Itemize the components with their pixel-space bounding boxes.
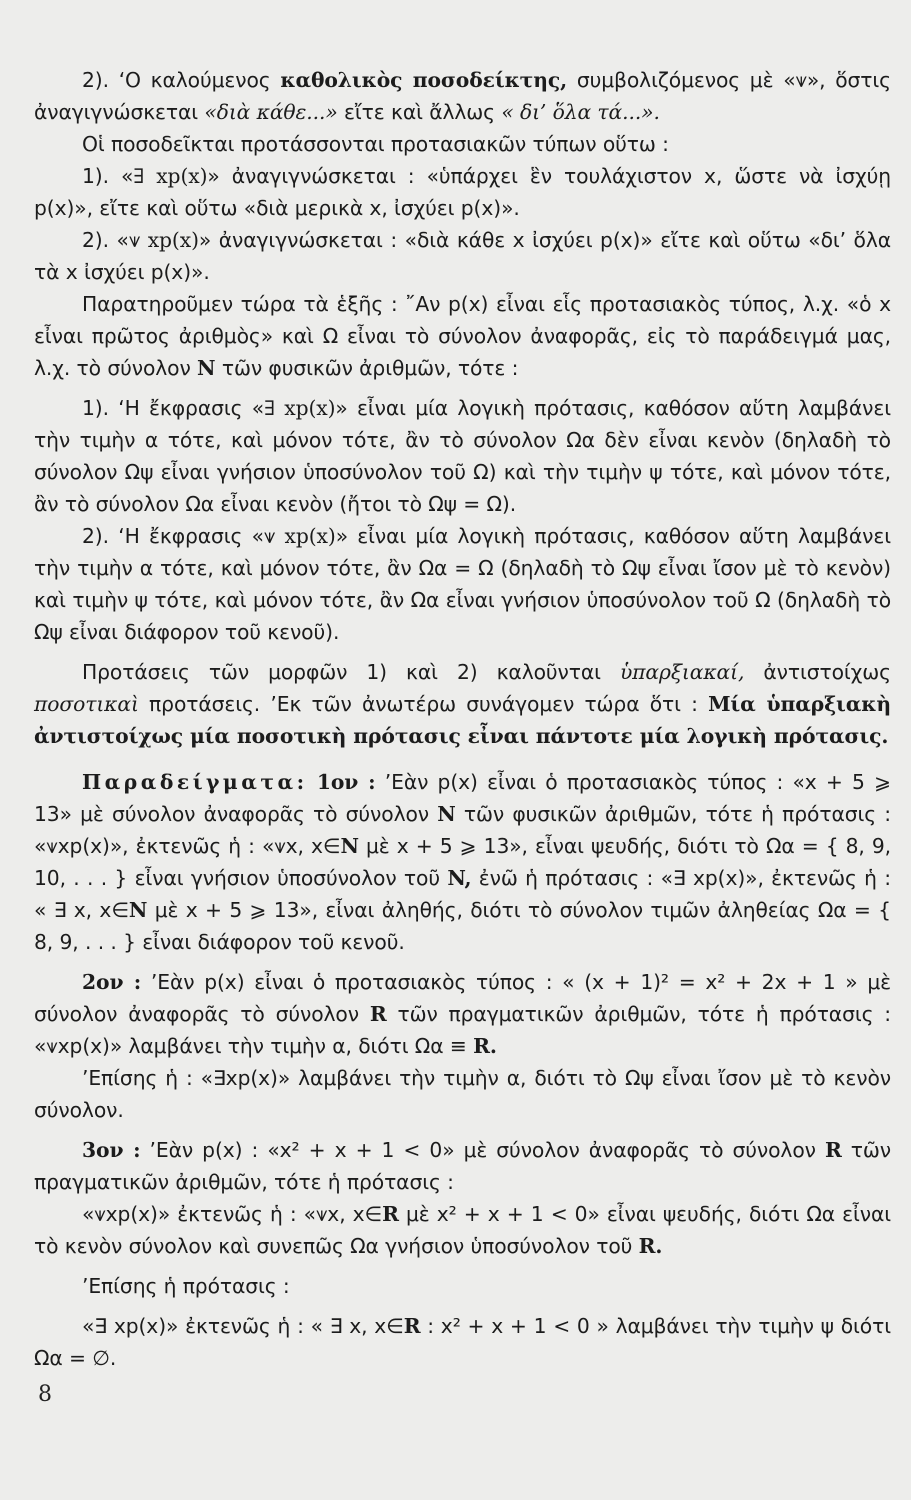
italic-run: « δι’ ὅλα τά...».: [501, 100, 660, 124]
bold-run: N,: [447, 866, 472, 890]
text-run: ’Εὰν p(x) εἶναι ὁ προτασιακὸς τύπος : «x + 5 ⩾ 13» μὲ σύνολον ἀναφορᾶς τὸ σύνολον: [34, 770, 891, 826]
paragraph: [34, 392, 891, 520]
page-number: 8: [38, 1382, 52, 1407]
text-run: Παρατηροῦμεν τώρα τὰ ἑξῆς : ῎Αν p(x) εἶναι εἷς προτασιακὸς τύπος, λ.χ. «ὁ x εἶναι πρῶτος ἀριθμὸς» καὶ Ω εἶναι τὸ σύνολον ἀναφορᾶς, εἰς τὸ παράδειγμά μας, λ.χ. τὸ σύνολον: [34, 292, 891, 380]
text-run: 2). ‘Η ἔκφρασις «: [82, 524, 264, 548]
bold-run: R: [403, 1314, 421, 1338]
bold-run: R: [824, 1138, 842, 1162]
bold-run: Μία ὑπαρξιακὴ ἀντιστοίχως μία ποσοτικὴ πρότασις εἶναι πάντοτε μία λογικὴ πρότασις.: [34, 692, 891, 748]
paragraph: [34, 966, 891, 1062]
paragraph: [34, 656, 891, 752]
text-run: τῶν φυσικῶν ἀριθμῶν, τότε :: [215, 356, 519, 380]
text-run: ἐνῶ ἡ πρότασις : «∃ xp(x)», ἐκτενῶς ἡ : « ∃ x, x∈: [34, 866, 891, 922]
text-run: ’Επίσης ἡ πρότασις :: [82, 1274, 290, 1298]
text-run: Προτάσεις τῶν μορφῶν 1) καὶ 2) καλοῦνται: [82, 660, 620, 684]
text-run: «∃ xp(x)» ἐκτενῶς ἡ : « ∃ x, x∈: [82, 1314, 404, 1338]
text-run: 2). ‘Ο καλούμενος: [82, 68, 281, 92]
bold-run: καθολικὸς ποσοδείκτης,: [280, 68, 568, 92]
bold-run: N: [437, 802, 456, 826]
bold-run: R.: [473, 1034, 497, 1058]
paragraph: [34, 1134, 891, 1198]
paragraph: [34, 520, 891, 648]
bold-run: R: [382, 1202, 399, 1226]
paragraph: [34, 1198, 891, 1262]
text-run: προτάσεις. ’Εκ τῶν ἀνωτέρω συνάγομεν τώρα ὅτι :: [138, 692, 709, 716]
text-run: 1). ‘Η ἔκφρασις «: [82, 396, 265, 420]
bold-run: R: [369, 1002, 387, 1026]
paragraph: [34, 64, 891, 128]
bold-run: R.: [638, 1234, 663, 1258]
math-run: ⩛ xp(x): [263, 524, 336, 548]
paragraph: [34, 1310, 891, 1374]
text-run: τῶν φυσικῶν ἀριθμῶν, τότε ἡ πρότασις : «⩛xp(x)», ἐκτενῶς ἡ : «⩛x, x∈: [34, 802, 891, 858]
italic-run: ποσοτικαὶ: [34, 692, 139, 716]
text-run: » εἶναι μία λογικὴ πρότασις, καθόσον αὕτη λαμβάνει τὴν τιμὴν α τότε, καὶ μόνον τότε, ἂν Ωα = Ω (δηλαδὴ τὸ Ωψ εἶναι ἴσον μὲ τὸ κενὸν) καὶ τιμὴν ψ τότε, καὶ μόνον τότε, ἂν Ωα εἶναι γνήσιον ὑποσύνολον τοῦ Ω (δηλαδὴ τὸ Ωψ εἶναι διάφορον τοῦ κενοῦ).: [34, 524, 891, 644]
text-run: » ἀναγιγνώσκεται : «διὰ κάθε x ἰσχύει p(x)» εἴτε καὶ οὕτω «δι’ ὅλα τὰ x ἰσχύει p(x)».: [34, 228, 892, 284]
text-run: μὲ x + 5 ⩾ 13», εἶναι ἀληθής, διότι τὸ σύνολον τιμῶν ἀληθείας Ωα = { 8, 9, . . . } εἶναι διάφορον τοῦ κενοῦ.: [34, 898, 891, 954]
text-run: τῶν πραγματικῶν ἀριθμῶν, τότε ἡ πρότασις :: [34, 1138, 891, 1194]
paragraph: [34, 1270, 891, 1302]
body-text: [34, 64, 891, 1374]
bold-run: N: [340, 834, 359, 858]
math-run: ∃ xp(x): [264, 396, 336, 420]
spaced-heading-run: Παραδείγματα:: [82, 770, 308, 794]
text-run: 2). «: [82, 228, 129, 252]
text-run: ἀντιστοίχως: [744, 660, 891, 684]
text-run: ’Εὰν p(x) εἶναι ὁ προτασιακὸς τύπος : « (x + 1)² = x² + 2x + 1 » μὲ σύνολον ἀναφορᾶς τὸ σύνολον: [34, 970, 891, 1026]
italic-run: «διὰ κάθε...»: [204, 100, 338, 124]
italic-run: ὑπαρξιακαί,: [619, 660, 745, 684]
text-run: : x² + x + 1 < 0 » λαμβάνει τὴν τιμὴν ψ διότι Ωα = ∅.: [34, 1314, 891, 1370]
math-run: ∃ xp(x): [133, 164, 208, 188]
bold-run: 1ον :: [316, 770, 376, 794]
bold-run: 3ον :: [82, 1138, 141, 1162]
paragraph: [34, 766, 891, 958]
text-run: Οἱ ποσοδεῖκται προτάσσονται προτασιακῶν τύπων οὕτω :: [82, 132, 669, 156]
text-run: ’Επίσης ἡ : «∃xp(x)» λαμβάνει τὴν τιμὴν α, διότι τὸ Ωψ εἶναι ἴσον μὲ τὸ κενὸν σύνολον.: [34, 1066, 891, 1122]
text-run: «⩛xp(x)» ἐκτενῶς ἡ : «⩛x, x∈: [82, 1202, 383, 1226]
text-run: » ἀναγιγνώσκεται : «ὑπάρχει ἓν τουλάχιστον x, ὥστε νὰ ἰσχύῃ p(x)», εἴτε καὶ οὕτω «διὰ μερικὰ x, ἰσχύει p(x)».: [34, 164, 891, 220]
bold-run: 2ον :: [82, 970, 142, 994]
text-run: τῶν πραγματικῶν ἀριθμῶν, τότε ἡ πρότασις : «⩛xp(x)» λαμβάνει τὴν τιμὴν α, διότι Ωα ≡: [34, 1002, 891, 1058]
text-run: [308, 770, 317, 794]
paragraph: [34, 160, 891, 224]
text-run: ’Εὰν p(x) : «x² + x + 1 < 0» μὲ σύνολον ἀναφορᾶς τὸ σύνολον: [140, 1138, 825, 1162]
text-run: μὲ x + 5 ⩾ 13», εἶναι ψευδής, διότι τὸ Ωα = { 8, 9, 10, . . . } εἶναι γνήσιον ὑποσύνολον τοῦ: [34, 834, 891, 890]
text-run: » εἶναι μία λογικὴ πρότασις, καθόσον αὕτη λαμβάνει τὴν τιμὴν α τότε, καὶ μόνον τότε, ἂν τὸ σύνολον Ωα δὲν εἶναι κενὸν (δηλαδὴ τὸ σύνολον Ωψ εἶναι γνήσιον ὑποσύνολον τοῦ Ω) καὶ τὴν τιμὴν ψ τότε, καὶ μόνον τότε, ἂν τὸ σύνολον Ωα εἶναι κενὸν (ἤτοι τὸ Ωψ = Ω).: [34, 396, 892, 516]
paragraph: [34, 128, 891, 160]
text-run: συμβολιζόμενος μὲ «⩛», ὅστις ἀναγιγνώσκεται: [34, 68, 891, 124]
paragraph: [34, 224, 891, 288]
bold-run: N: [128, 898, 148, 922]
math-run: ⩛ xp(x): [128, 228, 199, 252]
text-run: εἴτε καὶ ἄλλως: [337, 100, 502, 124]
text-run: μὲ x² + x + 1 < 0» εἶναι ψευδής, διότι Ωα εἶναι τὸ κενὸν σύνολον καὶ συνεπῶς Ωα γνήσιον ὑποσύνολον τοῦ: [34, 1202, 891, 1258]
paragraph: [34, 288, 891, 384]
bold-run: N: [197, 356, 216, 380]
text-run: 1). «: [82, 164, 134, 188]
paragraph: [34, 1062, 891, 1126]
